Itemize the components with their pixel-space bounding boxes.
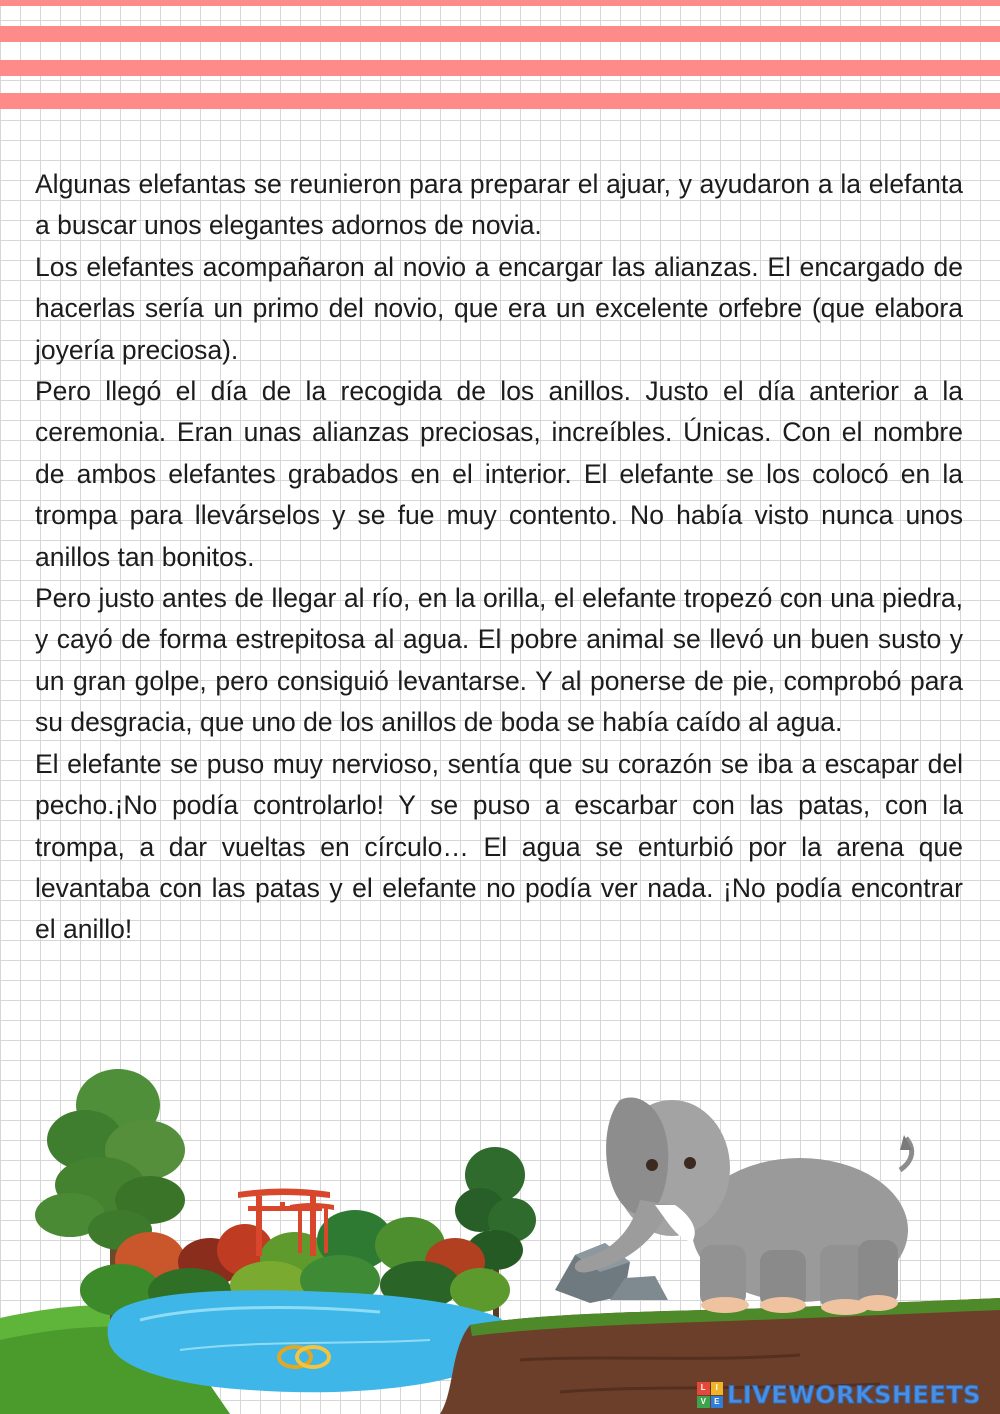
stripe xyxy=(0,93,1000,109)
stripe xyxy=(0,0,1000,6)
stripe xyxy=(0,26,1000,42)
paragraph-3: Pero llegó el día de la recogida de los anillos. Justo el día anterior a la ceremonia. Eran unas alianzas preciosas, increíbles. Únicas. Con el nombre de ambos elefantes grabados en el interior. El elefante se los colocó en la trompa para llevárselos y se fue muy contento. No había visto nunca unos anillos tan bonitos. xyxy=(35,376,963,572)
paragraph-2: Los elefantes acompañaron al novio a encargar las alianzas. El encargado de hacerlas sería un primo del novio, que era un excelente orfebre (que elabora joyería preciosa). xyxy=(35,251,963,365)
paragraph-4: Pero justo antes de llegar al río, en la orilla, el elefante tropezó con una piedra, y cayó de forma estrepitosa al agua. El pobre animal se llevó un buen susto y un gran golpe, pero consiguió levantarse. Y al ponerse de pie, comprobó para su desgracia, que uno de los anillos de boda se había caído al agua. xyxy=(35,583,963,738)
paragraph-5: El elefante se puso muy nervioso, sentía que su corazón se iba a escapar del pecho.¡No podía controlarlo! Y se puso a escarbar con las patas, con la trompa, a dar vueltas en círculo… El agua se enturbió por la arena que levantaba con las patas y el elefante no podía ver nada. ¡No podía encontrar el anillo! xyxy=(35,748,963,945)
logo-letter: L xyxy=(697,1382,710,1395)
paragraph-1: Algunas elefantas se reunieron para preparar el ajuar, y ayudaron a la elefanta a buscar unos elegantes adornos de novia. xyxy=(35,169,963,241)
header-stripes xyxy=(0,0,1000,112)
logo-letter: E xyxy=(711,1396,724,1409)
liveworksheets-wordmark: LIVEWORKSHEETS xyxy=(727,1381,981,1409)
logo-letter: V xyxy=(697,1396,710,1409)
liveworksheets-logo xyxy=(697,1380,981,1410)
story-text xyxy=(35,164,963,951)
liveworksheets-logo-icon xyxy=(697,1382,723,1408)
river-water xyxy=(108,1290,508,1392)
river-scene-illustration xyxy=(0,1040,1000,1414)
logo-letter: I xyxy=(711,1382,724,1395)
stripe xyxy=(0,60,1000,76)
